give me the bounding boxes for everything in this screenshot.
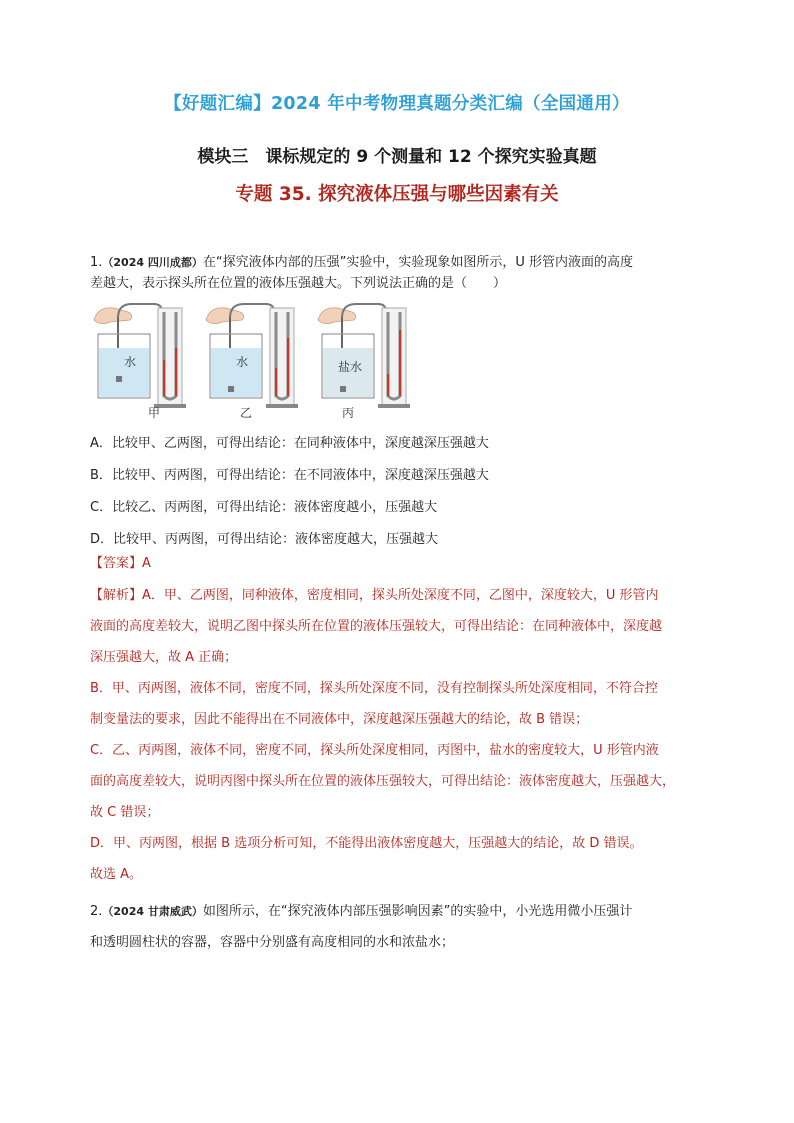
analysis-line: 深压强越大，故 A 正确； (90, 650, 238, 665)
q1-source: （2024 四川成都） (102, 256, 203, 269)
analysis-line: 液面的高度差较大，说明乙图中探头所在位置的液体压强较大，可得出结论：在同种液体中，深度越 (90, 619, 663, 634)
caption-bing: 丙 (342, 406, 355, 420)
series-title: 【好题汇编】2024 年中考物理真题分类汇编（全国通用） (164, 94, 630, 114)
analysis-line: 【解析】A．甲、乙两图，同种液体，密度相同，探头所处深度不同，乙图中，深度较大，U 形管内 (90, 588, 659, 603)
caption-yi: 乙 (240, 406, 253, 420)
panel-bing (318, 304, 410, 408)
panel-yi (206, 304, 298, 408)
q1-stem-line2: 差越大，表示探头所在位置的液体压强越大。下列说法正确的是（ ） (90, 276, 507, 291)
analysis-line: D．甲、丙两图，根据 B 选项分析可知，不能得出液体密度越大，压强越大的结论，故 D 错误。 (90, 836, 643, 851)
q1-option-c: C．比较乙、丙两图，可得出结论：液体密度越小，压强越大 (90, 500, 438, 515)
q1-option-d: D．比较甲、丙两图，可得出结论：液体密度越大，压强越大 (90, 532, 439, 547)
q1-stem (90, 247, 710, 299)
q1-option-a: A．比较甲、乙两图，可得出结论：在同种液体中，深度越深压强越大 (90, 436, 489, 451)
q1-analysis (90, 580, 710, 890)
panel-jia (94, 304, 186, 408)
liquid-label-jia: 水 (124, 355, 137, 369)
q2-stem (90, 896, 710, 958)
q1-option-b: B．比较甲、丙两图，可得出结论：在不同液体中，深度越深压强越大 (90, 468, 489, 483)
analysis-line: 故选 A。 (90, 867, 143, 882)
analysis-line: 面的高度差较大，说明丙图中探头所在位置的液体压强较大，可得出结论：液体密度越大，压强越大， (90, 774, 676, 789)
q1-figure (88, 298, 418, 424)
q2-source: （2024 甘肃威武） (102, 905, 203, 918)
q2-stem-line2: 和透明圆柱状的容器，容器中分别盛有高度相同的水和浓盐水； (90, 935, 455, 950)
q1-stem-text1: 在“探究液体内部的压强”实验中，实验现象如图所示，U 形管内液面的高度 (202, 255, 633, 270)
q1-number: 1. (90, 255, 103, 270)
liquid-label-bing: 盐水 (338, 360, 363, 374)
q2-stem-text1: 如图所示，在“探究液体内部压强影响因素”的实验中，小光选用微小压强计 (202, 904, 633, 919)
analysis-line: B．甲、丙两图，液体不同，密度不同，探头所处深度不同，没有控制探头所处深度相同，不符合控 (90, 681, 658, 696)
analysis-line: C．乙、丙两图，液体不同，密度不同，探头所处深度相同，丙图中，盐水的密度较大，U 形管内液 (90, 743, 659, 758)
module-title: 模块三 课标规定的 9 个测量和 12 个探究实验真题 (197, 147, 597, 167)
analysis-line: 故 C 错误； (90, 805, 160, 820)
topic-title: 专题 35. 探究液体压强与哪些因素有关 (235, 184, 559, 205)
q1-answer: 【答案】A (90, 556, 151, 571)
liquid-label-yi: 水 (236, 355, 249, 369)
q2-stem-line1 (90, 896, 710, 927)
analysis-line: 制变量法的要求，因此不能得出在不同液体中，深度越深压强越大的结论，故 B 错误； (90, 712, 589, 727)
caption-jia: 甲 (148, 406, 161, 420)
pressure-gauge-diagram (88, 298, 418, 424)
q2-number: 2. (90, 904, 103, 919)
